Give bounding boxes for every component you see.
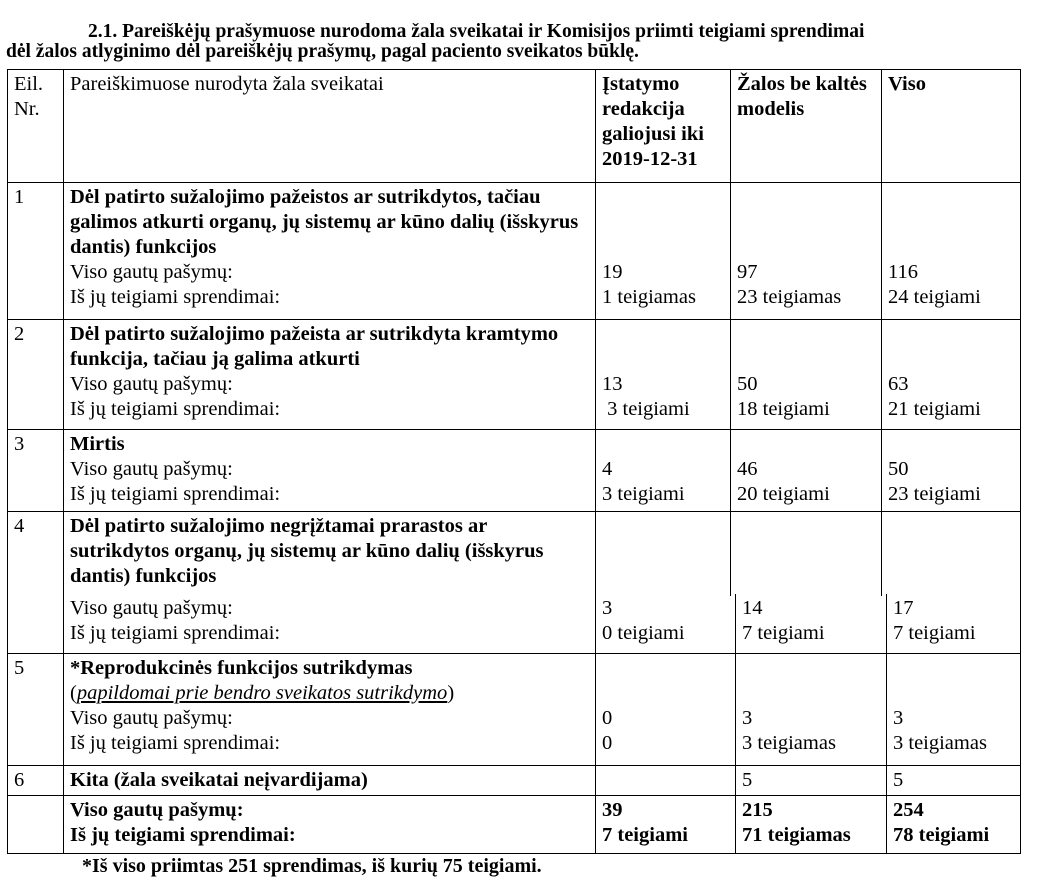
row-nr: 5 bbox=[8, 653, 64, 765]
cell-law bbox=[596, 653, 736, 765]
header-nr: Eil. Nr. bbox=[8, 70, 64, 183]
value-positive: 18 teigiami bbox=[737, 398, 830, 420]
total-positive-label: Iš jų teigiami sprendimai: bbox=[70, 823, 296, 846]
received-label: Viso gautų pašymų: bbox=[70, 261, 233, 283]
received-label: Viso gautų pašymų: bbox=[70, 373, 233, 395]
value-received: 50 bbox=[737, 373, 758, 395]
table-row bbox=[8, 765, 1021, 795]
value-received: 17 bbox=[893, 597, 914, 619]
value-received: 3 bbox=[742, 706, 753, 729]
damage-table-part-2 bbox=[7, 594, 1021, 854]
received-label: Viso gautų pašymų: bbox=[70, 706, 233, 729]
cell-total bbox=[887, 594, 1021, 653]
cell-nofault bbox=[736, 795, 887, 853]
positive-label: Iš jų teigiami sprendimai: bbox=[70, 483, 281, 505]
row-description bbox=[64, 183, 596, 320]
row-nr bbox=[8, 795, 64, 853]
value-positive: 3 teigiami bbox=[602, 398, 690, 420]
row-nr: 1 bbox=[8, 183, 64, 320]
value-received: 46 bbox=[737, 458, 758, 480]
value-received: 50 bbox=[888, 458, 909, 480]
value-positive: 3 teigiami bbox=[602, 483, 685, 505]
header-col-nofault: Žalos be kaltės modelis bbox=[731, 70, 882, 183]
value-positive: 23 teigiami bbox=[888, 483, 981, 505]
row-title: Dėl patirto sužalojimo negrįžtamai prarastos ar sutrikdytos organų, jų sistemų ar kūno dalių (išskyrus dantis) funkcijos bbox=[70, 515, 544, 587]
value-positive: 21 teigiami bbox=[888, 398, 981, 420]
received-label: Viso gautų pašymų: bbox=[70, 597, 233, 619]
cell-total bbox=[882, 320, 1021, 430]
row-title: Dėl patirto sužalojimo pažeistos ar sutrikdytos, tačiau galimos atkurti organų, jų sistemų ar kūno dalių (išskyrus dantis) funkcijos bbox=[70, 186, 579, 258]
row-description bbox=[64, 765, 596, 795]
positive-label: Iš jų teigiami sprendimai: bbox=[70, 622, 281, 644]
cell-law bbox=[596, 765, 736, 795]
header-description: Pareiškimuose nurodyta žala sveikatai bbox=[64, 70, 596, 183]
row-description bbox=[64, 653, 596, 765]
value-positive: 24 teigiami bbox=[888, 286, 981, 308]
cell-nofault bbox=[731, 430, 882, 512]
section-heading bbox=[6, 22, 1036, 62]
value-received: 3 bbox=[893, 706, 904, 729]
cell-nofault bbox=[736, 594, 887, 653]
received-label: Viso gautų pašymų: bbox=[70, 458, 233, 480]
row-nr: 2 bbox=[8, 320, 64, 430]
row-nr: 6 bbox=[8, 765, 64, 795]
cell-law bbox=[596, 795, 736, 853]
value-positive: 23 teigiamas bbox=[737, 286, 842, 308]
damage-table-part-1 bbox=[7, 69, 1021, 596]
row-subtitle-text: papildomai prie bendro sveikatos sutrikdymo bbox=[76, 681, 448, 704]
cell-nofault bbox=[731, 320, 882, 430]
value-positive: 78 teigiami bbox=[893, 823, 990, 846]
table-header-row bbox=[8, 70, 1021, 183]
value-received: 97 bbox=[737, 261, 758, 283]
table-row bbox=[8, 320, 1021, 430]
row-description bbox=[64, 320, 596, 430]
row-description bbox=[64, 795, 596, 853]
row-nr: 4 bbox=[8, 512, 64, 596]
row-title: Mirtis bbox=[70, 433, 125, 455]
value-received: 19 bbox=[602, 261, 623, 283]
heading-line-2: dėl žalos atlyginimo dėl pareiškėjų prašymų, pagal paciento sveikatos būklę. bbox=[6, 41, 639, 62]
table-row bbox=[8, 512, 1021, 596]
row-title: Dėl patirto sužalojimo pažeista ar sutrikdyta kramtymo funkcija, tačiau ją galima atkurti bbox=[70, 323, 559, 370]
cell-total bbox=[882, 183, 1021, 320]
cell-nofault: 5 bbox=[736, 765, 887, 795]
value-received: 39 bbox=[602, 798, 623, 821]
cell-total bbox=[887, 653, 1021, 765]
table-row bbox=[8, 183, 1021, 320]
value-received: 116 bbox=[888, 261, 918, 283]
value-positive: 71 teigiamas bbox=[742, 823, 851, 846]
value-received: 254 bbox=[893, 798, 924, 821]
value-positive: 0 teigiami bbox=[602, 622, 685, 644]
heading-line-1: 2.1. Pareiškėjų prašymuose nurodoma žala sveikatai ir Komisijos priimti teigiami sprendimai bbox=[88, 21, 865, 42]
value-received: 63 bbox=[888, 373, 909, 395]
positive-label: Iš jų teigiami sprendimai: bbox=[70, 731, 281, 754]
cell-nofault bbox=[731, 512, 882, 596]
total-received-label: Viso gautų pašymų: bbox=[70, 798, 244, 821]
value-positive: 20 teigiami bbox=[737, 483, 830, 505]
value-received: 0 bbox=[602, 706, 613, 729]
positive-label: Iš jų teigiami sprendimai: bbox=[70, 398, 281, 420]
footnote: *Iš viso priimtas 251 sprendimas, iš kurių 75 teigiami. bbox=[82, 855, 542, 877]
cell-law bbox=[596, 430, 731, 512]
value-received: 3 bbox=[602, 597, 613, 619]
row-nr bbox=[8, 594, 64, 653]
row-title: Kita (žala sveikatai neįvardijama) bbox=[70, 768, 368, 791]
value-positive: 0 bbox=[602, 731, 613, 754]
value-positive: 1 teigiamas bbox=[602, 286, 696, 308]
header-col-law: Įstatymo redakcija galiojusi iki 2019-12-31 bbox=[596, 70, 731, 183]
value-positive: 7 teigiami bbox=[742, 622, 825, 644]
cell-nofault bbox=[736, 653, 887, 765]
cell-law bbox=[596, 320, 731, 430]
cell-nofault bbox=[731, 183, 882, 320]
cell-total bbox=[887, 795, 1021, 853]
table-row-continued bbox=[8, 594, 1021, 653]
row-description bbox=[64, 430, 596, 512]
table-row bbox=[8, 653, 1021, 765]
total-row bbox=[8, 795, 1021, 853]
table-row bbox=[8, 430, 1021, 512]
value-received: 215 bbox=[742, 798, 773, 821]
value-positive: 7 teigiami bbox=[893, 622, 976, 644]
cell-total bbox=[882, 512, 1021, 596]
value-received: 4 bbox=[602, 458, 613, 480]
header-col-total: Viso bbox=[882, 70, 1021, 183]
value-received: 14 bbox=[742, 597, 763, 619]
row-description bbox=[64, 512, 596, 596]
cell-total: 5 bbox=[887, 765, 1021, 795]
cell-law bbox=[596, 512, 731, 596]
value-received: 13 bbox=[602, 373, 623, 395]
value-positive: 3 teigiamas bbox=[893, 731, 987, 754]
row-nr: 3 bbox=[8, 430, 64, 512]
cell-total bbox=[882, 430, 1021, 512]
value-positive: 7 teigiami bbox=[602, 823, 688, 846]
row-subtitle: (papildomai prie bendro sveikatos sutrikdymo) bbox=[70, 681, 455, 704]
row-title: *Reprodukcinės funkcijos sutrikdymas bbox=[70, 656, 413, 679]
positive-label: Iš jų teigiami sprendimai: bbox=[70, 286, 281, 308]
cell-law bbox=[596, 594, 736, 653]
cell-law bbox=[596, 183, 731, 320]
row-description bbox=[64, 594, 596, 653]
value-positive: 3 teigiamas bbox=[742, 731, 836, 754]
